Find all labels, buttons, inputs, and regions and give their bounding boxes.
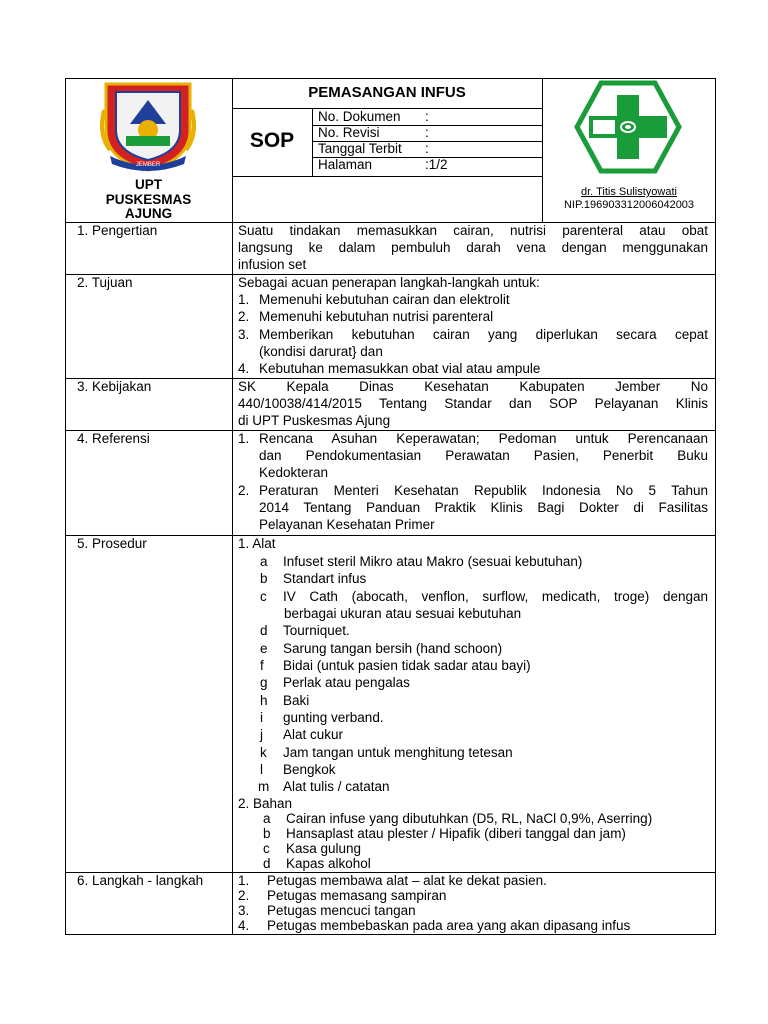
alat-letter: m xyxy=(258,779,270,794)
referensi-item: Pelayanan Kesehatan Primer xyxy=(259,517,435,532)
alat-letter: a xyxy=(260,554,268,569)
referensi-num: 2. xyxy=(238,483,250,498)
alat-letter: k xyxy=(260,745,267,760)
org-name-line3: AJUNG xyxy=(124,206,173,221)
langkah-item: Petugas membawa alat – alat ke dekat pasien. xyxy=(267,873,547,888)
alat-letter: e xyxy=(260,641,268,656)
referensi-item: 2014 Tentang Panduan Praktik Klinis Bagi Dokter di Fasilitas xyxy=(259,500,708,515)
alat-letter: j xyxy=(260,727,263,742)
langkah-num: 4. xyxy=(238,918,250,933)
divider xyxy=(65,535,716,536)
alat-letter: g xyxy=(260,675,268,690)
alat-letter: b xyxy=(260,571,268,586)
alat-item: berbagai ukuran atau sesuai kebutuhan xyxy=(284,606,522,621)
bahan-title: 2. Bahan xyxy=(238,796,293,811)
pengertian-line: langsung ke dalam pembuluh darah vena dengan menggunakan xyxy=(238,240,708,255)
bahan-letter: a xyxy=(263,811,271,826)
alat-item: Tourniquet. xyxy=(283,623,350,638)
alat-item: Bidai (untuk pasien tidak sadar atau bayi) xyxy=(283,658,531,673)
langkah-item: Petugas mencuci tangan xyxy=(267,903,416,918)
alat-item: IV Cath (abocath, venflon, surflow, medicath, troge) dengan xyxy=(283,589,708,604)
tujuan-item: Kebutuhan memasukkan obat vial atau ampule xyxy=(259,361,541,376)
bahan-letter: d xyxy=(263,856,271,871)
langkah-item: Petugas membebaskan pada area yang akan dipasang infus xyxy=(267,918,631,933)
tujuan-intro: Sebagai acuan penerapan langkah-langkah untuk: xyxy=(238,275,540,290)
tujuan-item: Memenuhi kebutuhan nutrisi parenteral xyxy=(259,309,494,324)
langkah-num: 2. xyxy=(238,888,250,903)
alat-item: Infuset steril Mikro atau Makro (sesuai kebutuhan) xyxy=(283,554,583,569)
alat-letter: i xyxy=(260,710,263,725)
alat-item: Standart infus xyxy=(283,571,367,586)
jember-crest-logo xyxy=(100,80,196,172)
field-label-revisi: No. Revisi xyxy=(318,125,380,140)
bahan-item: Kapas alkohol xyxy=(286,856,371,871)
alat-item: Perlak atau pengalas xyxy=(283,675,410,690)
page-title: PEMASANGAN INFUS xyxy=(308,84,466,101)
referensi-item: Peraturan Menteri Kesehatan Republik Indonesia No 5 Tahun xyxy=(259,483,708,498)
section-label-prosedur: 5. Prosedur xyxy=(77,536,147,551)
alat-item: Bengkok xyxy=(283,762,336,777)
pengertian-line: infusion set xyxy=(238,257,307,272)
kebijakan-line: 440/10038/414/2015 Tentang Standar dan SOP Pelayanan Klinis xyxy=(238,396,708,411)
alat-item: Alat tulis / catatan xyxy=(283,779,390,794)
health-cross-logo xyxy=(573,79,683,175)
referensi-item: Rencana Asuhan Keperawatan; Pedoman untuk Perencanaan xyxy=(259,431,708,446)
referensi-num: 1. xyxy=(238,431,250,446)
alat-title: 1. Alat xyxy=(238,536,276,551)
field-label-dokumen: No. Dokumen xyxy=(318,109,401,124)
signer-name: dr. Titis Sulistyowati xyxy=(581,186,677,198)
svg-text:JEMBER: JEMBER xyxy=(135,162,161,168)
section-label-tujuan: 2. Tujuan xyxy=(77,275,133,290)
org-name-line2: PUSKESMAS xyxy=(105,192,192,207)
langkah-num: 3. xyxy=(238,903,250,918)
alat-letter: l xyxy=(260,762,263,777)
bahan-item: Kasa gulung xyxy=(286,841,362,856)
tujuan-item: Memberikan kebutuhan cairan yang diperlukan secara cepat xyxy=(259,327,708,342)
sop-label: SOP xyxy=(249,129,295,152)
alat-letter: c xyxy=(260,589,267,604)
section-label-referensi: 4. Referensi xyxy=(77,431,150,446)
tujuan-item: Memenuhi kebutuhan cairan dan elektrolit xyxy=(259,292,510,307)
referensi-item: Kedokteran xyxy=(259,465,329,480)
field-value-revisi: : xyxy=(425,125,429,140)
langkah-item: Petugas memasang sampiran xyxy=(267,888,447,903)
tujuan-num: 1. xyxy=(238,292,250,307)
bahan-item: Cairan infuse yang dibutuhkan (D5, RL, NaCl 0,9%, Aserring) xyxy=(286,811,653,826)
field-label-tanggal: Tanggal Terbit xyxy=(318,141,402,156)
pengertian-line: Suatu tindakan memasukkan cairan, nutrisi parenteral atau obat xyxy=(238,223,708,238)
bahan-letter: c xyxy=(263,841,270,856)
field-label-halaman: Halaman xyxy=(318,157,373,172)
alat-letter: h xyxy=(260,693,268,708)
alat-letter: d xyxy=(260,623,268,638)
alat-item: Jam tangan untuk menghitung tetesan xyxy=(283,745,513,760)
bahan-letter: b xyxy=(263,826,271,841)
divider xyxy=(232,78,233,935)
field-value-tanggal: : xyxy=(425,141,429,156)
tujuan-item: (kondisi darurat} dan xyxy=(259,344,383,359)
bahan-item: Hansaplast atau plester / Hipafik (diberi tanggal dan jam) xyxy=(286,826,626,841)
kebijakan-line: di UPT Puskesmas Ajung xyxy=(238,413,391,428)
langkah-num: 1. xyxy=(238,873,250,888)
signer-nip: NIP.196903312006042003 xyxy=(563,199,695,211)
referensi-item: dan Pendokumentasian Perawatan Pasien, Penerbit Buku xyxy=(259,448,708,463)
alat-item: Baki xyxy=(283,693,310,708)
divider xyxy=(312,108,313,176)
alat-item: Sarung tangan bersih (hand schoon) xyxy=(283,641,503,656)
tujuan-num: 2. xyxy=(238,309,250,324)
kebijakan-line: SK Kepala Dinas Kesehatan Kabupaten Jember No xyxy=(238,379,708,394)
field-value-halaman: :1/2 xyxy=(425,157,448,172)
section-label-langkah: 6. Langkah - langkah xyxy=(77,873,204,888)
alat-item: Alat cukur xyxy=(283,727,344,742)
divider xyxy=(232,176,542,177)
tujuan-num: 3. xyxy=(238,327,250,342)
section-label-pengertian: 1. Pengertian xyxy=(77,223,158,238)
tujuan-num: 4. xyxy=(238,361,250,376)
alat-letter: f xyxy=(260,658,264,673)
org-name-line1: UPT xyxy=(135,177,162,192)
alat-item: gunting verband. xyxy=(283,710,384,725)
field-value-dokumen: : xyxy=(425,109,429,124)
section-label-kebijakan: 3. Kebijakan xyxy=(77,379,152,394)
